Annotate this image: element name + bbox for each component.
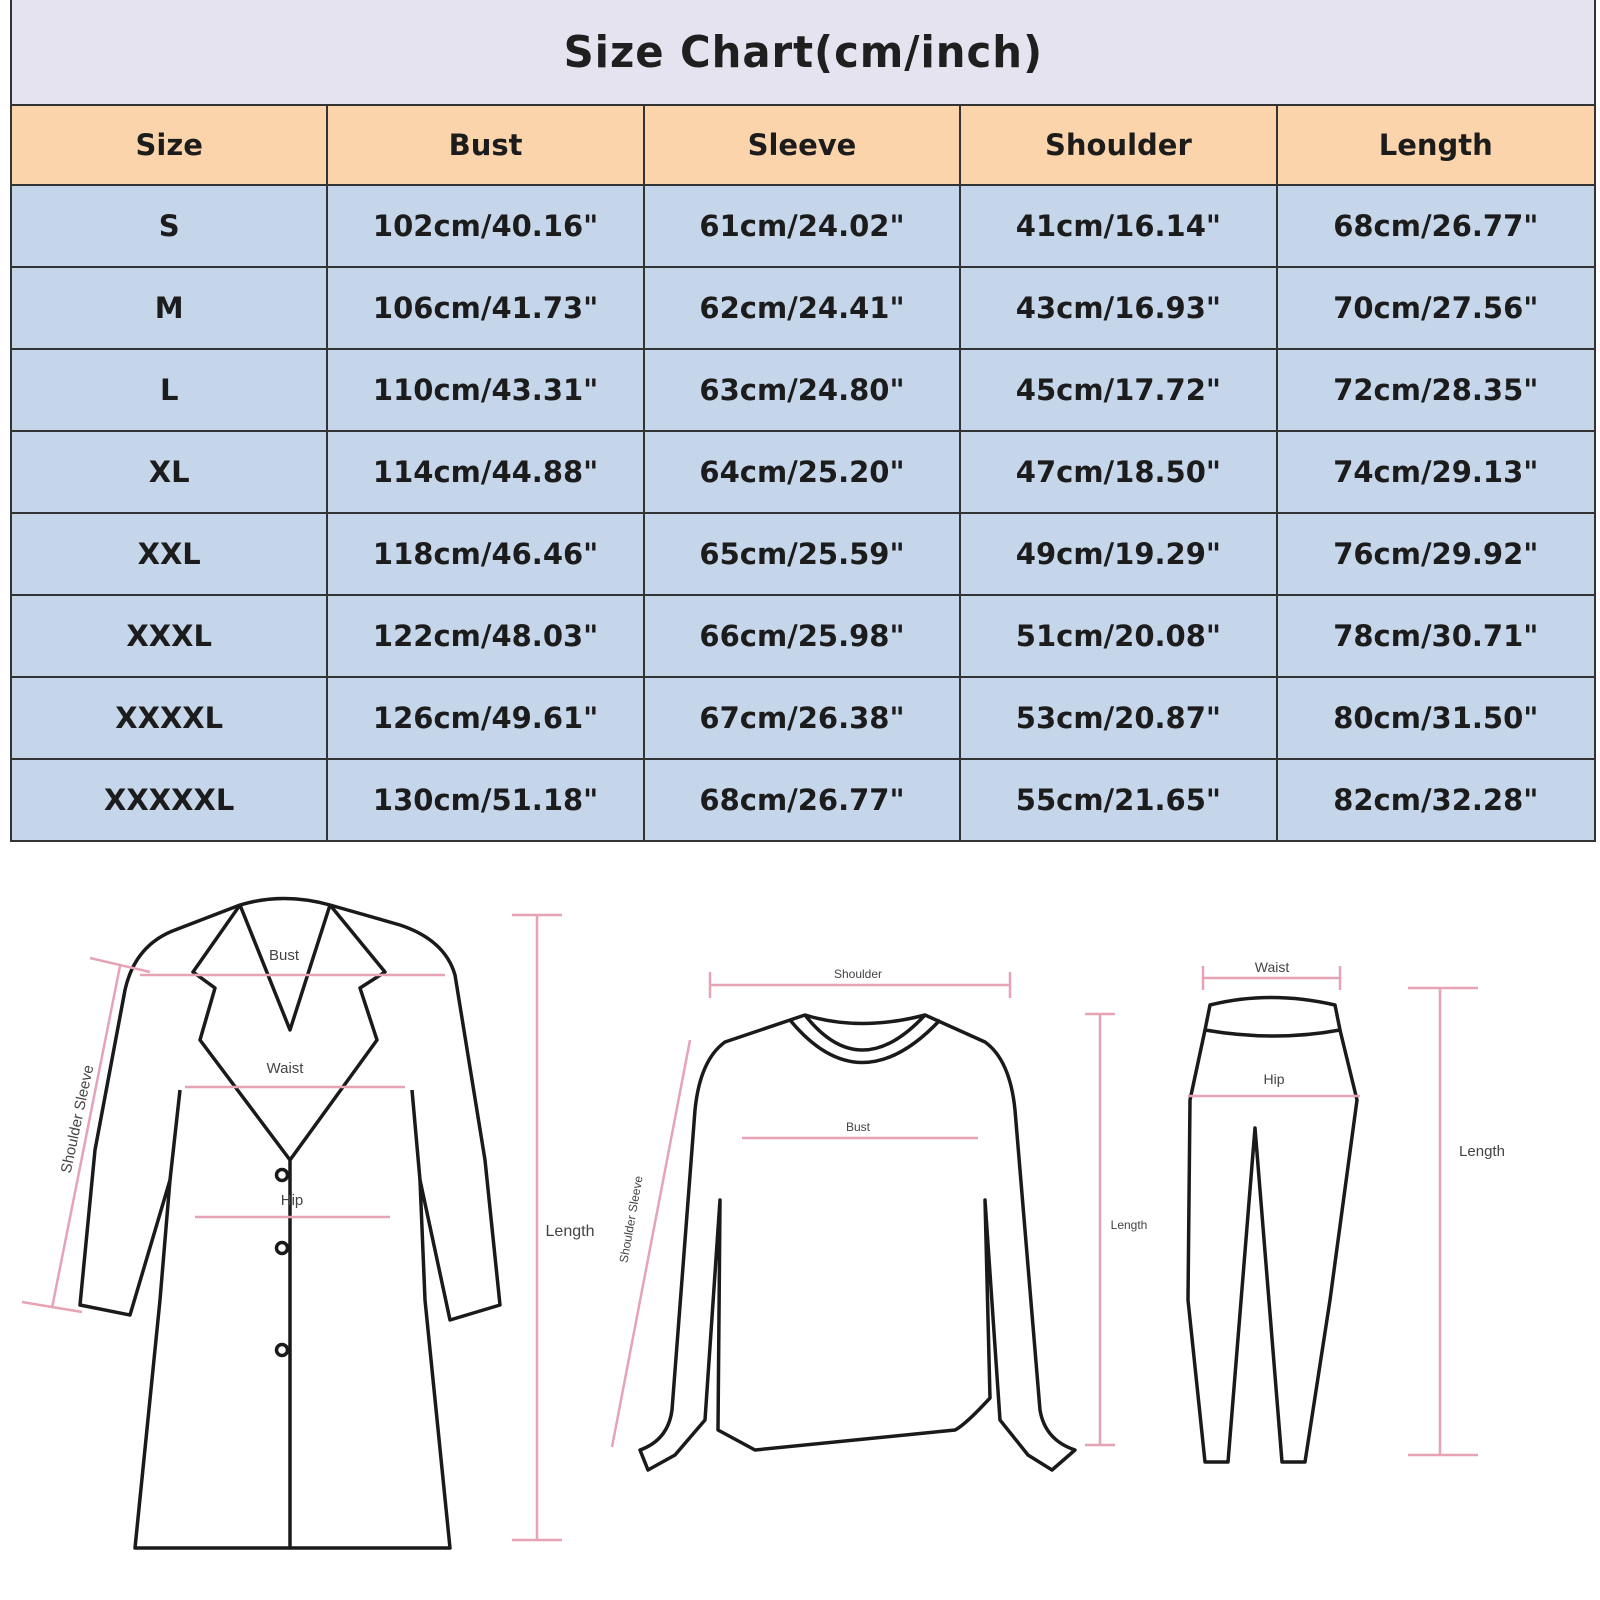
header-length: Length (1278, 106, 1594, 186)
garment-measurement-diagram (0, 850, 1600, 1600)
coat-waist-label: Waist (266, 1060, 304, 1077)
cell-length: 70cm/27.56" (1278, 268, 1594, 350)
cell-bust: 130cm/51.18" (328, 760, 644, 842)
coat-length-label: Length (545, 1223, 595, 1240)
cell-length: 72cm/28.35" (1278, 350, 1594, 432)
table-header (12, 106, 1594, 186)
cell-shoulder: 47cm/18.50" (961, 432, 1277, 514)
cell-size: XXL (12, 514, 328, 596)
sweater-illustration (640, 1015, 1075, 1470)
cell-sleeve: 66cm/25.98" (645, 596, 961, 678)
coat-bust-label: Bust (268, 947, 300, 964)
cell-size: XXXXXL (12, 760, 328, 842)
cell-bust: 118cm/46.46" (328, 514, 644, 596)
cell-length: 82cm/32.28" (1278, 760, 1594, 842)
header-shoulder: Shoulder (961, 106, 1277, 186)
cell-sleeve: 65cm/25.59" (645, 514, 961, 596)
cell-bust: 114cm/44.88" (328, 432, 644, 514)
cell-shoulder: 49cm/19.29" (961, 514, 1277, 596)
cell-length: 74cm/29.13" (1278, 432, 1594, 514)
cell-size: XXXL (12, 596, 328, 678)
cell-size: L (12, 350, 328, 432)
cell-sleeve: 64cm/25.20" (645, 432, 961, 514)
cell-sleeve: 63cm/24.80" (645, 350, 961, 432)
cell-size: S (12, 186, 328, 268)
cell-size: M (12, 268, 328, 350)
cell-length: 68cm/26.77" (1278, 186, 1594, 268)
coat-hip-label: Hip (280, 1192, 304, 1209)
cell-shoulder: 43cm/16.93" (961, 268, 1277, 350)
cell-length: 80cm/31.50" (1278, 678, 1594, 760)
cell-sleeve: 61cm/24.02" (645, 186, 961, 268)
pants-hip-label: Hip (1263, 1071, 1285, 1087)
cell-shoulder: 55cm/21.65" (961, 760, 1277, 842)
cell-length: 78cm/30.71" (1278, 596, 1594, 678)
cell-bust: 122cm/48.03" (328, 596, 644, 678)
header-size: Size (12, 106, 328, 186)
pants-waist-label: Waist (1254, 959, 1290, 975)
cell-shoulder: 53cm/20.87" (961, 678, 1277, 760)
cell-sleeve: 68cm/26.77" (645, 760, 961, 842)
sweater-shoulder-label: Shoulder (833, 967, 883, 981)
pants-length-label: Length (1459, 1143, 1505, 1160)
pants-measure-lines (1188, 966, 1478, 1455)
cell-sleeve: 67cm/26.38" (645, 678, 961, 760)
header-bust: Bust (328, 106, 644, 186)
cell-bust: 110cm/43.31" (328, 350, 644, 432)
header-sleeve: Sleeve (645, 106, 961, 186)
cell-shoulder: 45cm/17.72" (961, 350, 1277, 432)
cell-shoulder: 51cm/20.08" (961, 596, 1277, 678)
pants-illustration (1188, 998, 1357, 1463)
coat-shoulder-sleeve-label: Shoulder Sleeve (57, 1063, 98, 1175)
cell-size: XL (12, 432, 328, 514)
chart-title-bar (12, 0, 1594, 106)
cell-length: 76cm/29.92" (1278, 514, 1594, 596)
chart-title: Size Chart(cm/inch) (563, 26, 1043, 78)
sweater-bust-label: Bust (845, 1120, 871, 1134)
coat-illustration (80, 899, 500, 1549)
sweater-length-label: Length (1110, 1218, 1148, 1232)
table-body (12, 186, 1594, 842)
sweater-shoulder-sleeve-label: Shoulder Sleeve (616, 1174, 646, 1264)
coat-measure-lines (22, 915, 562, 1540)
cell-bust: 102cm/40.16" (328, 186, 644, 268)
cell-size: XXXXL (12, 678, 328, 760)
cell-bust: 126cm/49.61" (328, 678, 644, 760)
size-chart (10, 0, 1596, 842)
cell-shoulder: 41cm/16.14" (961, 186, 1277, 268)
cell-sleeve: 62cm/24.41" (645, 268, 961, 350)
cell-bust: 106cm/41.73" (328, 268, 644, 350)
